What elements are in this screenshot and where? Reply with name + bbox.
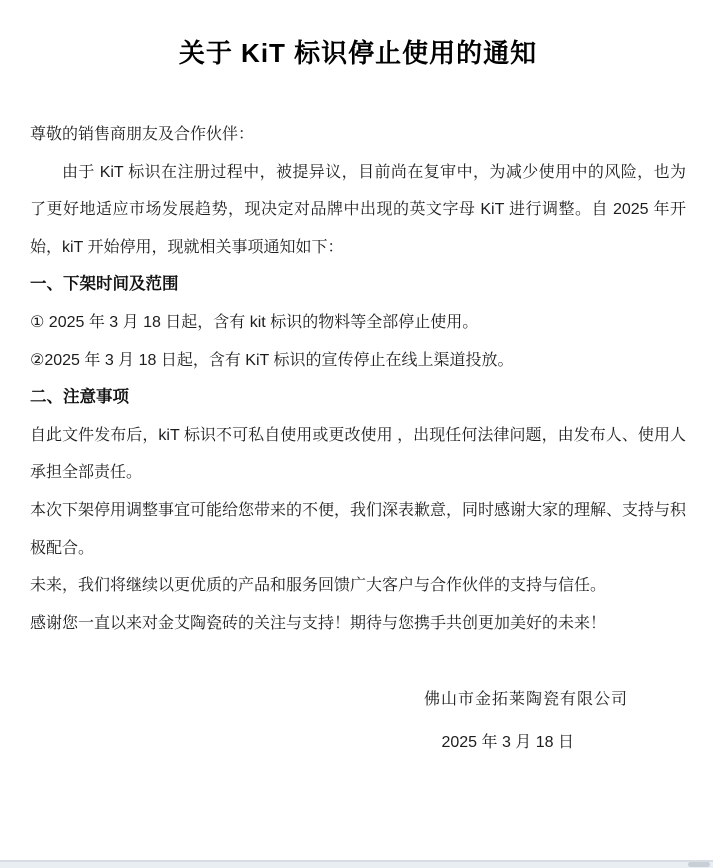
signature-company-name: 佛山市金拓莱陶瓷有限公司	[423, 691, 628, 709]
section2-paragraph-liability: 自此文件发布后，kiT 标识不可私自使用或更改使用 ，出现任何法律问题，由发布人、使用人承担全部责任。	[30, 426, 686, 482]
section2-heading: 二、注意事项	[30, 388, 129, 407]
section1-heading: 一、下架时间及范围	[30, 275, 179, 294]
section2-paragraph-thanks: 感谢您一直以来对金艾陶瓷砖的关注与支持！期待与您携手共创更加美好的未来！	[30, 614, 607, 632]
horizontal-scrollbar-thumb[interactable]	[688, 862, 710, 867]
intro-paragraph: 由于 KiT 标识在注册过程中，被提异议，目前尚在复审中，为减少使用中的风险，也为了更好地适应市场发展趋势，现决定对品牌中出现的英文字母 KiT 进行调整。自 2025 年开始，kiT 开始停用，现就相关事项通知如下：	[30, 163, 686, 256]
document-title: 关于 KiT 标识停止使用的通知	[178, 38, 538, 68]
section1-item-1: ① 2025 年 3 月 18 日起，含有 kit 标识的物料等全部停止使用。	[30, 313, 479, 331]
section2-paragraph-future: 未来，我们将继续以更优质的产品和服务回馈广大客户与合作伙伴的支持与信任。	[30, 577, 607, 595]
horizontal-scrollbar-track[interactable]	[0, 860, 713, 868]
signature-date: 2025 年 3 月 18 日	[441, 734, 574, 752]
section2-paragraph-apology: 本次下架停用调整事宜可能给您带来的不便，我们深表歉意，同时感谢大家的理解、支持与积极配合。	[30, 501, 687, 557]
document-content	[30, 30, 686, 764]
signature-block	[30, 678, 686, 764]
section1-item-2: ②2025 年 3 月 18 日起，含有 KiT 标识的宣传停止在线上渠道投放。	[30, 351, 514, 369]
salutation-line: 尊敬的销售商朋友及合作伙伴：	[30, 126, 255, 143]
